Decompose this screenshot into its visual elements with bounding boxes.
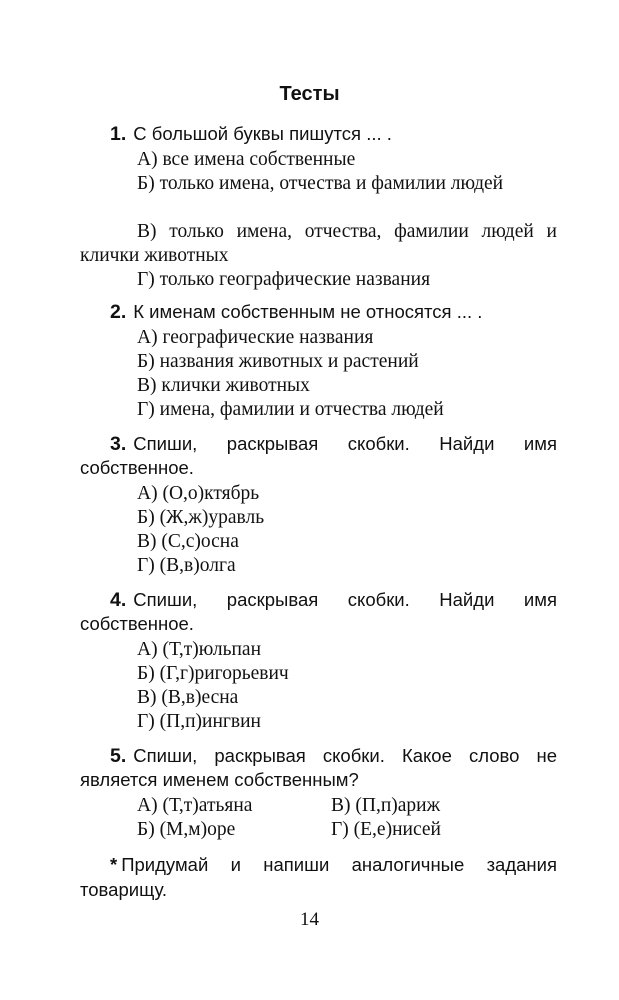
question-4-option-d: Г) (П,п)ингвин [137, 711, 261, 732]
question-text: К именам собственным не относятся ... . [133, 301, 483, 322]
question-1-option-b: Б) только имена, отчества и фамилии людей [137, 173, 504, 194]
question-4-option-a: А) (Т,т)юльпан [137, 639, 262, 660]
star-marker: * [110, 854, 118, 875]
question-1-option-a: А) все имена собственные [137, 149, 356, 170]
question-5-option-b: Б) (М,м)оре [137, 819, 236, 840]
question-5-option-c: В) (П,п)ариж [331, 795, 441, 816]
question-5-option-a: А) (Т,т)атьяна [137, 795, 253, 816]
question-number: 3. [110, 433, 127, 455]
question-number: 1. [110, 123, 127, 145]
question-3-option-c: В) (С,с)осна [137, 531, 239, 552]
question-number: 5. [110, 745, 127, 767]
question-3-option-d: Г) (В,в)олга [137, 555, 236, 576]
question-number: 4. [110, 589, 127, 611]
question-4-option-c: В) (В,в)есна [137, 687, 239, 708]
page-number: 14 [300, 909, 319, 930]
extra-task-note [80, 852, 557, 902]
question-number: 2. [110, 301, 127, 323]
question-4-option-b: Б) (Г,г)ригорьевич [137, 663, 289, 684]
question-2-option-a: А) географические названия [137, 327, 374, 348]
question-1 [80, 122, 557, 146]
question-2-option-b: Б) названия животных и растений [137, 351, 419, 372]
question-3-option-b: Б) (Ж,ж)уравль [137, 507, 265, 528]
question-text: Спиши, раскрывая скобки. Какое слово не является именем собственным? [80, 745, 557, 790]
page-title: Тесты [279, 83, 340, 105]
question-2-option-d: Г) имена, фамилии и отчества людей [137, 399, 444, 420]
question-2-option-c: В) клички животных [137, 375, 310, 396]
question-text: Спиши, раскрывая скобки. Найди имя собственное. [80, 589, 557, 634]
question-text: С большой буквы пишутся ... . [133, 123, 392, 144]
question-5-option-d: Г) (Е,е)нисей [331, 819, 441, 840]
question-1-option-d: Г) только географические названия [137, 269, 431, 290]
question-3 [80, 432, 557, 480]
question-2 [80, 300, 557, 324]
question-5 [80, 744, 557, 792]
question-text: Спиши, раскрывая скобки. Найди имя собственное. [80, 433, 557, 478]
question-4 [80, 588, 557, 636]
question-3-option-a: А) (О,о)ктябрь [137, 483, 260, 504]
question-1-option-c: В) только имена, отчества, фамилии людей и клички животных [80, 221, 557, 266]
extra-task-text: Придумай и напиши аналогичные задания товарищу. [80, 854, 557, 900]
